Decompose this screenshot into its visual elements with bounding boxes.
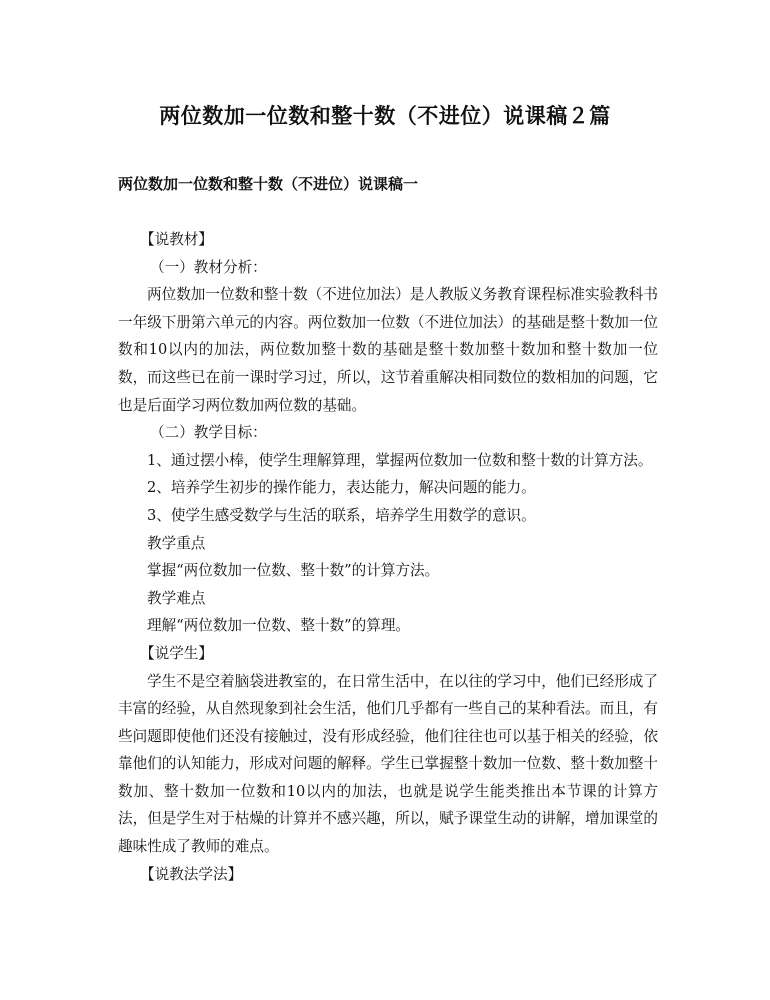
section-title: 两位数加一位数和整十数（不进位）说课稿一 (118, 175, 419, 193)
paragraph-material-analysis: 两位数加一位数和整十数（不进位加法）是人教版义务教育课程标准实验教科书一年级下册第六单元的内容。两位数加一位数（不进位加法）的基础是整十数加一位数和10以内的加法，两位数加整十数的基础是整十数加整十数加和整十数加一位数，而这些已在前一课时学习过，所以，这节着重解决相同数位的数相加的问题，它也是后面学习两位数加两位数的基础。 (118, 286, 658, 414)
document-body (118, 226, 658, 888)
heading-students: 【说学生】 (140, 644, 213, 662)
text-difficulty: 理解“两位数加一位数、整十数”的算理。 (147, 617, 411, 635)
text-key-point: 掌握“两位数加一位数、整十数”的计算方法。 (147, 562, 440, 580)
document-title: 两位数加一位数和整十数（不进位）说课稿２篇 (159, 103, 611, 128)
label-key-point: 教学重点 (147, 534, 206, 552)
goal-item-1: 1、通过摆小棒，使学生理解算理，掌握两位数加一位数和整十数的计算方法。 (147, 451, 653, 469)
goal-item-2: 2、培养学生初步的操作能力，表达能力，解决问题的能力。 (147, 479, 536, 497)
subheading-teaching-goals: （二）教学目标： (150, 424, 267, 442)
label-difficulty: 教学难点 (147, 589, 206, 607)
heading-teaching-material: 【说教材】 (140, 231, 213, 248)
subheading-material-analysis: （一）教材分析： (150, 258, 267, 276)
heading-methods: 【说教法学法】 (140, 865, 243, 883)
paragraph-students: 学生不是空着脑袋进教室的，在日常生活中，在以往的学习中，他们已经形成了丰富的经验，从自然现象到社会生活，他们几乎都有一些自己的某种看法。而且，有些问题即使他们还没有接触过，没有形成经验，他们往往也可以基于相关的经验，依靠他们的认知能力，形成对问题的解释。学生已掌握整十数加一位数、整十数加整十数加、整十数加一位数和10以内的加法，也就是说学生能类推出本节课的计算方法，但是学生对于枯燥的计算并不感兴趣，所以，赋予课堂生动的讲解，增加课堂的趣味性成了教师的难点。 (118, 672, 658, 856)
goal-item-3: 3、使学生感受数学与生活的联系，培养学生用数学的意识。 (147, 506, 536, 524)
